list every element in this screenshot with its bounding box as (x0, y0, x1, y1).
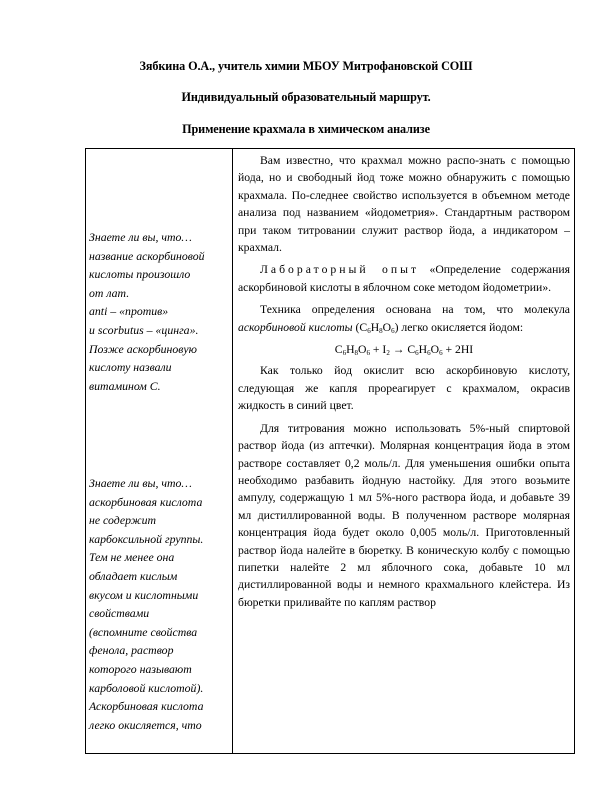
main-text (238, 152, 570, 616)
note-line: Знаете ли вы, что… (89, 476, 192, 490)
note-line: Знаете ли вы, что… (89, 230, 192, 244)
page-subtitle: Индивидуальный образовательный маршрут. (181, 90, 431, 104)
note-line: обладает кислым (89, 568, 178, 583)
page-title: Применение крахмала в химическом анализе (182, 122, 430, 136)
note-line: название аскорбиновой (89, 248, 205, 263)
column-divider (232, 148, 233, 754)
paragraph-intro: Вам известно, что крахмал можно распо-знать с помощью йода, но и свободный йод тоже можно обнаружить с помощью крахмала. По-следнее свойство используется в объемном методе анализа под названием «йодометрия». Стандартным раствором при таком титровании служит раствор йода, а индикатором – крахмал. (238, 154, 570, 255)
note-line: вкусом и кислотными (89, 587, 199, 602)
paragraph-technique: Техника определения основана на том, что молекула аскорбиновой кислоты $(C_6H_8O_6)$ легко окисляется йодом: (238, 303, 570, 335)
note-line: карбоксильной группы. (89, 531, 204, 546)
note-line: Аскорбиновая кислота (89, 699, 204, 714)
note-line: anti – «против» (89, 304, 169, 319)
paragraph-titration: Для титрования можно использовать 5%-ный спиртовой раствор йода (из аптечки). Молярная концентрация йода в этом растворе составляет 0,2 моль/л. Для уменьшения ошибки опыта необходимо разбавить йодную настойку. Для этого возьмите ампулу, содержащую 1 мл 5%-ного раствора йода, и добавьте 39 мл дистиллированной воды. В полученном растворе молярная концентрация йода будет около 0,005 моль/л. Приготовленный раствор йода налейте в бюретку. В коническую колбу с помощью пипетки налейте 2 мл яблочного сока, добавьте 10 мл дистиллированной воды и немного крахмального клейстера. Из бюретки приливайте по каплям раствор (238, 421, 570, 609)
note-line: фенола, раствор (89, 643, 174, 658)
note-line: не содержит (89, 513, 157, 528)
note-line: и scorbutus – «цинга». (89, 322, 199, 337)
term-ascorbic-acid: аскорбиновой кислоты (238, 320, 353, 334)
note-line: кислоты произошло (89, 267, 191, 282)
note-line: от лат. (89, 285, 130, 300)
note-line: Тем не менее она (89, 550, 175, 565)
note-line: (вспомните свойства (89, 624, 198, 639)
note-line: свойствами (89, 606, 150, 621)
author-line: Зябкина О.А., учитель химии МБОУ Митрофановской СОШ (139, 59, 473, 73)
sidebar-note-etymology (89, 228, 229, 395)
note-line: Позже аскорбиновую (89, 341, 197, 356)
lab-label: Лабораторный опыт (260, 263, 420, 277)
note-line: карболовой кислотой). (89, 680, 204, 695)
note-line: кислоту назвали (89, 360, 172, 375)
reaction-equation: $C_6H_8O_6 + I_2 \to C_6H_6O_6 + 2HI$ (334, 343, 474, 358)
paragraph-endpoint: Как только йод окислит всю аскорбиновую кислоту, следующая же капля прореагирует с крахмалом, окрасив жидкость в синий цвет. (238, 364, 570, 413)
paragraph-lab (238, 261, 570, 296)
note-line: легко окисляется, что (89, 717, 202, 732)
lab-title: «Определение содержания аскорбиновой кислоты в яблочном соке методом йодометрии». (238, 263, 570, 294)
note-line: которого называют (89, 661, 192, 676)
sidebar-note-acidity (89, 474, 229, 734)
note-line: аскорбиновая кислота (89, 494, 203, 509)
note-line: витамином С. (89, 378, 161, 393)
